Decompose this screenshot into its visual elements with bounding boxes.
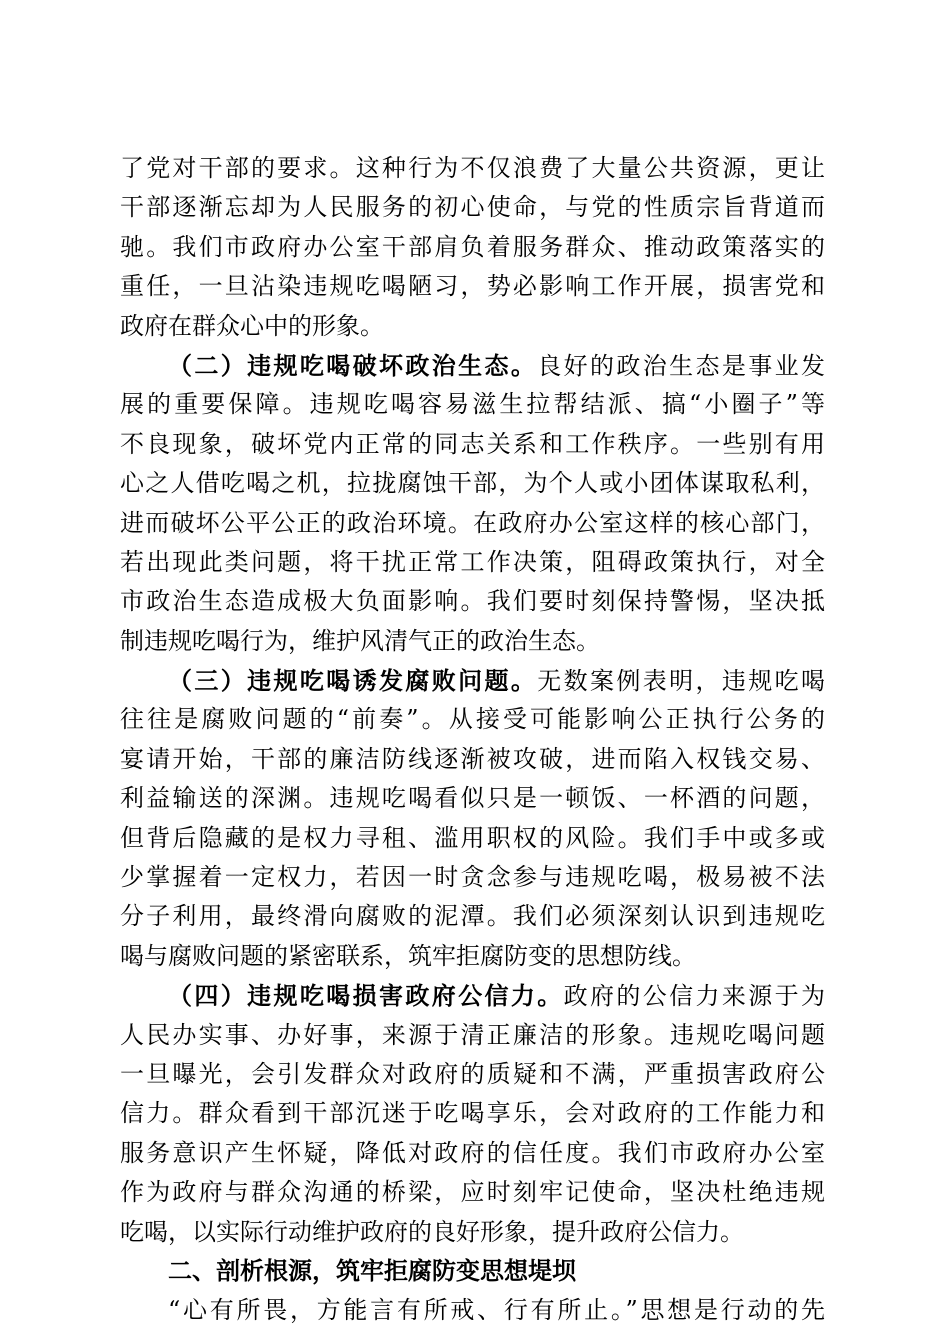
text-line: 心之人借吃喝之机，拉拢腐蚀干部，为个人或小团体谋取私利，: [120, 469, 825, 498]
text-line: 若出现此类问题，将干扰正常工作决策，阻碍政策执行，对全: [120, 547, 825, 576]
text-line: [120, 661, 825, 700]
text-line: 信力。群众看到干部沉迷于吃喝享乐，会对政府的工作能力和: [120, 1099, 825, 1128]
paragraph: [120, 661, 825, 976]
text-line: 利益输送的深渊。违规吃喝看似只是一顿饭、一杯酒的问题，: [120, 784, 825, 813]
text-line: 政府在群众心中的形象。: [120, 311, 384, 340]
text-line: 进而破坏公平公正的政治环境。在政府办公室这样的核心部门，: [120, 508, 825, 537]
text-line: 不良现象，破坏党内正常的同志关系和工作秩序。一些别有用: [120, 429, 825, 458]
text-line: 人民办实事、办好事，来源于清正廉洁的形象。违规吃喝问题: [120, 1020, 825, 1049]
subsection-title: （二）违规吃喝破坏政治生态。: [168, 350, 538, 380]
paragraph: [120, 346, 825, 661]
text-run: 政府的公信力来源于为: [563, 982, 825, 1011]
text-line: “心有所畏，方能言有所戒、行有所止。”思想是行动的先: [168, 1296, 825, 1325]
text-line: 服务意识产生怀疑，降低对政府的信任度。我们市政府办公室: [120, 1138, 825, 1167]
text-line: 了党对干部的要求。这种行为不仅浪费了大量公共资源，更让: [120, 154, 825, 182]
subsection-title: （三）违规吃喝诱发腐败问题。: [168, 666, 538, 696]
text-line: 少掌握着一定权力，若因一时贪念参与违规吃喝，极易被不法: [120, 863, 825, 892]
text-line: 重任，一旦沾染违规吃喝陋习，势必影响工作开展，损害党和: [120, 272, 825, 301]
text-run: 良好的政治生态是事业发: [537, 351, 825, 380]
section-heading: 二、剖析根源，筑牢拒腐防变思想堤坝: [168, 1256, 576, 1285]
text-line: 驰。我们市政府办公室干部肩负着服务群众、推动政策落实的: [120, 232, 825, 261]
subsection-title: （四）违规吃喝损害政府公信力。: [168, 981, 564, 1011]
text-line: 制违规吃喝行为，维护风清气正的政治生态。: [120, 626, 600, 655]
text-line: [120, 976, 825, 1015]
text-line: 喝与腐败问题的紧密联系，筑牢拒腐防变的思想防线。: [120, 941, 696, 970]
text-line: 吃喝，以实际行动维护政府的良好形象，提升政府公信力。: [120, 1217, 744, 1246]
text-line: [120, 346, 825, 385]
text-line: 一旦曝光，会引发群众对政府的质疑和不满，严重损害政府公: [120, 1059, 825, 1088]
document-body: [120, 149, 825, 1331]
text-line: 干部逐渐忘却为人民服务的初心使命，与党的性质宗旨背道而: [120, 193, 825, 222]
text-line: 但背后隐藏的是权力寻租、滥用职权的风险。我们手中或多或: [120, 823, 825, 852]
text-run: 无数案例表明，违规吃喝: [537, 667, 825, 696]
paragraph: [120, 976, 825, 1252]
paragraph: [120, 1291, 825, 1330]
text-line: 市政治生态造成极大负面影响。我们要时刻保持警惕，坚决抵: [120, 587, 825, 616]
text-line: 往往是腐败问题的“前奏”。从接受可能影响公正执行公务的: [120, 705, 825, 734]
text-line: 宴请开始，干部的廉洁防线逐渐被攻破，进而陷入权钱交易、: [120, 744, 825, 773]
paragraph: [120, 149, 825, 346]
text-line: 展的重要保障。违规吃喝容易滋生拉帮结派、搞“小圈子”等: [120, 390, 825, 419]
text-line: 分子利用，最终滑向腐败的泥潭。我们必须深刻认识到违规吃: [120, 902, 825, 931]
text-line: 作为政府与群众沟通的桥梁，应时刻牢记使命，坚决杜绝违规: [120, 1178, 825, 1207]
